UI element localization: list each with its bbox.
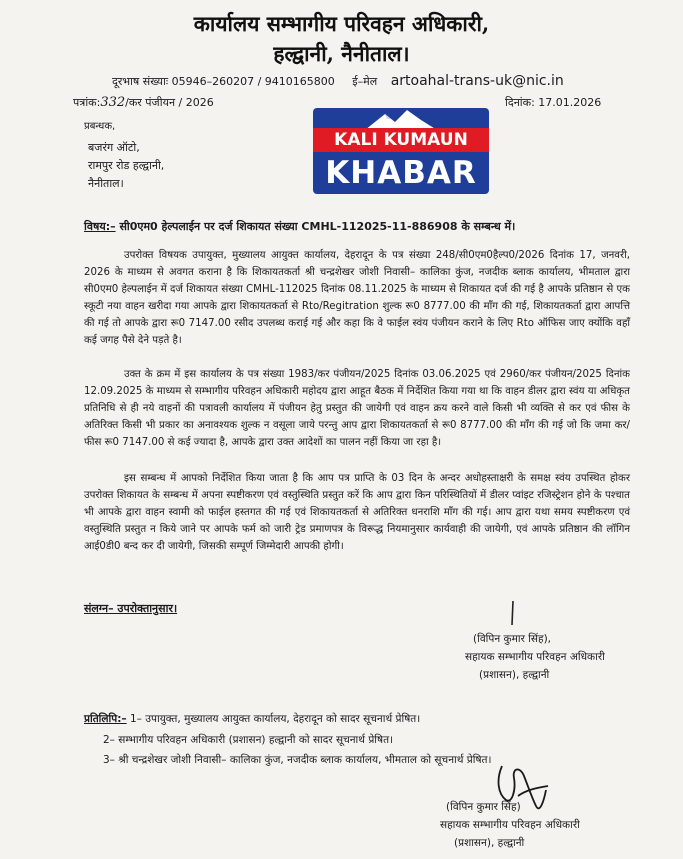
email-label: ई–मेल: [352, 75, 378, 88]
letter-date: दिनांक: 17.01.2026: [505, 96, 602, 109]
logo-bottom-text: KHABAR: [325, 155, 477, 191]
kali-kumaun-khabar-logo: [313, 108, 489, 194]
enclosure-note: संलग्न– उपरोक्तानुसार।: [84, 602, 178, 615]
body-paragraph-2: उक्त के क्रम में इस कार्यालय के पत्र संख्या 1983/कर पंजीयन/2025 दिनांक 03.06.2025 एवं 2960/कर पंजीयन/2025 दिनांक 12.09.2025 के माध्यम से सम्भागीय परिवहन अधिकारी महोदय द्वारा आहूत बैठक में निर्देशित किया गया था कि वाहन डीलर द्वारा स्वंय या अधिकृत प्रतिनिधि से ही नये वाहनों की पत्रावली कार्यालय में पंजीयन हेतु प्रस्तुत की जायेगी एवं वाहन क्रय करने वाले किसी भी व्यक्ति से कर एवं फीस के अतिरिक्त किसी भी प्रकार का अनावश्यक शुल्क न वसूला जाये परन्तु आप द्वारा शिकायतकर्ता से रू0 8777.00 की माँग की गई जो कि जमा कर/फीस रू0 7147.00 से कई ज्यादा है, आपके द्वारा उक्त आदेशों का पालन नहीं किया जा रहा है।: [84, 369, 630, 448]
letter-number-handwritten: 332: [100, 95, 126, 110]
subject-line: [84, 219, 515, 234]
addressee-line1: बजरंग ऑटो,: [88, 141, 140, 154]
signatory-office: (प्रशासन), हल्द्वानी: [479, 669, 550, 681]
phone-number: दूरभाष संख्याः 05946–260207 / 9410165800: [112, 75, 335, 88]
copy-item-1: [84, 712, 420, 726]
subject-text: सी0एम0 हेल्पलाईन पर दर्ज शिकायत संख्या CMHL-112025-11-886908 के सम्बन्ध में।: [119, 220, 516, 233]
letter-number-suffix: /कर पंजीयन / 2026: [125, 96, 214, 109]
contact-line: [112, 73, 564, 89]
addressee-line3: नैनीताल।: [88, 177, 124, 190]
signatory-2-office: (प्रशासन), हल्द्वानी: [454, 837, 525, 849]
letter-number: [73, 95, 214, 110]
email-address: artoahal-trans-uk@nic.in: [390, 73, 564, 89]
signatory-designation: सहायक सम्भागीय परिवहन अधिकारी: [465, 651, 605, 663]
copy-item-3: 3– श्री चन्द्रशेखर जोशी निवासी– कालिका कुंज, नजदीक ब्लाक कार्यालय, भीमताल को सूचनार्थ प्रेषित।: [103, 754, 492, 766]
mountain-icon: [365, 110, 437, 130]
signatory-name: (विपिन कुमार सिंह),: [473, 633, 552, 645]
body-paragraph-1: उपरोक्त विषयक उपायुक्त, मुख्यालय आयुक्त कार्यालय, देहरादून के पत्र संख्या 248/सी0एम0हैल्प0/2026 दिनांक 17, जनवरी, 2026 के माध्यम से अवगत कराना है कि शिकायतकर्ता श्री चन्द्रशेखर जोशी निवासी– कालिका कुंज, नजदीक ब्लाक कार्यालय, भीमताल द्वारा सी0एम0 हेल्पलाईन में दर्ज शिकायत संख्या CMHL-112025 दिनांक 08.11.2025 के माध्यम से शिकायत दर्ज की गई है आपके प्रतिष्ठान से एक स्कूटी नया वाहन खरीदा गया आपके द्वारा शिकायतकर्ता से Rto/Regitration शुल्क रू0 8777.00 की माँग की गई, शिकायतकर्ता द्वारा आपत्ति की गई तो आपके द्वारा रू0 7147.00 रसीद उपलब्ध कराई गई और कहा कि वे फाईल स्वंय पंजीयन कराने के लिए Rto ऑफिस जाए क्योंकि वहाँ कई जगह पैसे देने पड़ते है।: [84, 250, 630, 346]
letter-number-label: पत्रांक:: [73, 96, 101, 109]
signatory-2-designation: सहायक सम्भागीय परिवहन अधिकारी: [440, 819, 580, 831]
office-location: हल्द्वानी, नैनीताल।: [273, 41, 410, 66]
subject-label: विषय:–: [84, 220, 116, 233]
office-title: कार्यालय सम्भागीय परिवहन अधिकारी,: [193, 11, 490, 36]
signatory-2-name: (विपिन कुमार सिंह): [446, 801, 521, 813]
copy-item-2: 2– सम्भागीय परिवहन अधिकारी (प्रशासन) हल्द्वानी को सादर सूचनार्थ प्रेषित।: [103, 734, 394, 746]
signature-mark-icon: [508, 600, 518, 626]
logo-top-text: KALI KUMAUN: [313, 128, 489, 152]
copy-item-1-text: 1– उपायुक्त, मुख्यालय आयुक्त कार्यालय, देहरादून को सादर सूचनार्थ प्रेषित।: [130, 713, 421, 725]
body-paragraph-3: इस सम्बन्ध में आपको निर्देशित किया जाता है कि आप पत्र प्राप्ति के 03 दिन के अन्दर अधोहस्ताक्षरी के समक्ष स्वंय उपस्थित होकर उपरोक्त शिकायत के सम्बन्ध में अपना स्पष्टीकरण एवं वस्तुस्थिति प्रस्तुत करें कि आप द्वारा किन परिस्थितियों में डीलर प्वांइट रजिस्ट्रेशन होने के पश्चात भी आपके द्वारा वाहन स्वामी को फाईल हस्तगत की गई एवं शिकायतकर्ता से अतिरिक्त धनराशि माँग की गई। आप द्वारा यथा समय स्पष्टीकरण एवं वस्तुस्थिति प्रस्तुत न किये जाने पर आपके फर्म को जारी ट्रेड प्रमाणपत्र के विरूद्ध नियमानुसार कार्यवाही की जायेगी, एवं आपके प्रतिष्ठान की लॉगिन आई0डी0 बन्द कर दी जायेगी, जिसकी सम्पूर्ण जिम्मेदारी आपकी होगी।: [84, 473, 630, 552]
addressee-label: प्रबन्धक,: [84, 121, 116, 132]
addressee-line2: रामपुर रोड हल्द्वानी,: [88, 159, 165, 172]
copy-label: प्रतिलिपि:–: [84, 713, 127, 725]
signature-block-1: [465, 630, 605, 684]
signature-block-2: [440, 798, 580, 852]
